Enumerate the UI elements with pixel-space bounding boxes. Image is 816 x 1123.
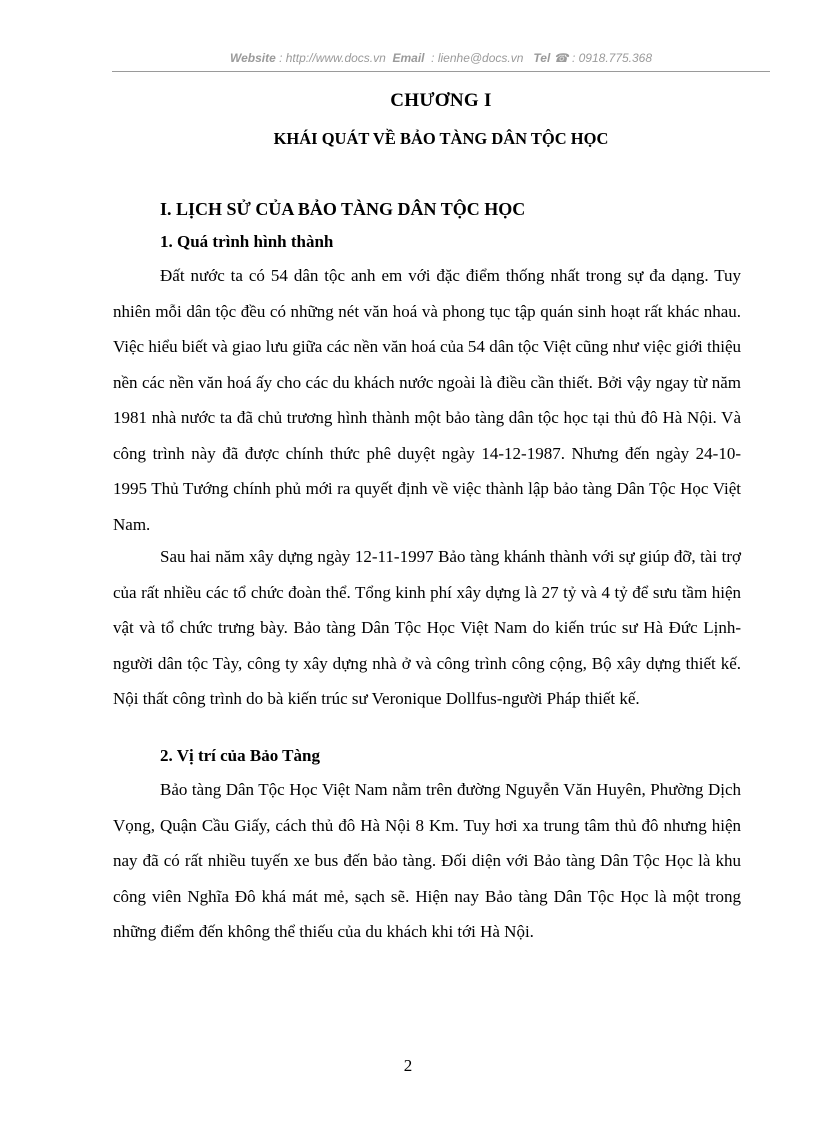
- paragraph-location: Bảo tàng Dân Tộc Học Việt Nam nằm trên đường Nguyễn Văn Huyên, Phường Dịch Vọng, Quận Cầu Giấy, cách thủ đô Hà Nội 8 Km. Tuy hơi xa trung tâm thủ đô nhưng hiện nay đã có rất nhiều tuyến xe bus đến bảo tàng. Đối diện với Bảo tàng Dân Tộc Học là khu công viên Nghĩa Đô khá mát mẻ, sạch sẽ. Hiện nay Bảo tàng Dân Tộc Học là một trong những điểm đến không thể thiếu của du khách khi tới Hà Nội.: [113, 780, 741, 941]
- website-label: Website: [229, 51, 276, 65]
- email-label: Email: [392, 51, 425, 65]
- tel-value: ☎ : 0918.775.368: [553, 51, 653, 65]
- chapter-title: CHƯƠNG I: [390, 90, 492, 111]
- website-value: : http://www.docs.vn: [279, 51, 386, 65]
- tel-label: Tel: [533, 51, 551, 65]
- email-value: : lienhe@docs.vn: [431, 51, 524, 65]
- header-divider: [112, 71, 770, 72]
- subsection-heading-location: 2. Vị trí của Bảo Tàng: [160, 746, 320, 765]
- paragraph-formation-1: Đất nước ta có 54 dân tộc anh em với đặc điểm thống nhất trong sự đa dạng. Tuy nhiên mỗi dân tộc đều có những nét văn hoá và phong tục tập quán sinh hoạt rất khác nhau. Việc hiểu biết và giao lưu giữa các nền văn hoá của 54 dân tộc Việt cũng như việc giới thiệu nền các nền văn hoá ấy cho các du khách nước ngoài là điều cần thiết. Bởi vậy ngay từ năm 1981 nhà nước ta đã chủ trương hình thành một bảo tàng dân tộc học tại thủ đô Hà Nội. Và công trình này đã được chính thức phê duyệt ngày 14-12-1987. Nhưng đến ngày 24-10-1995 Thủ Tướng chính phủ mới ra quyết định về việc thành lập bảo tàng Dân Tộc Học Việt Nam.: [113, 266, 741, 534]
- section-heading: I. LỊCH SỬ CỦA BẢO TÀNG DÂN TỘC HỌC: [160, 199, 526, 219]
- page-number: 2: [403, 1056, 413, 1075]
- paragraph-formation-2: Sau hai năm xây dựng ngày 12-11-1997 Bảo tàng khánh thành với sự giúp đỡ, tài trợ của rất nhiều các tổ chức đoàn thể. Tổng kinh phí xây dựng là 27 tỷ và 4 tỷ để sưu tầm hiện vật và tổ chức trưng bày. Bảo tàng Dân Tộc Học Việt Nam do kiến trúc sư Hà Đức Lịnh-người dân tộc Tày, công ty xây dựng nhà ở và công trình công cộng, Bộ xây dựng thiết kế. Nội thất công trình do bà kiến trúc sư Veronique Dollfus-người Pháp thiết kế.: [113, 547, 741, 708]
- subsection-heading-formation: 1. Quá trình hình thành: [160, 232, 334, 251]
- chapter-subtitle: KHÁI QUÁT VỀ BẢO TÀNG DÂN TỘC HỌC: [273, 129, 609, 148]
- page-header: [112, 51, 770, 65]
